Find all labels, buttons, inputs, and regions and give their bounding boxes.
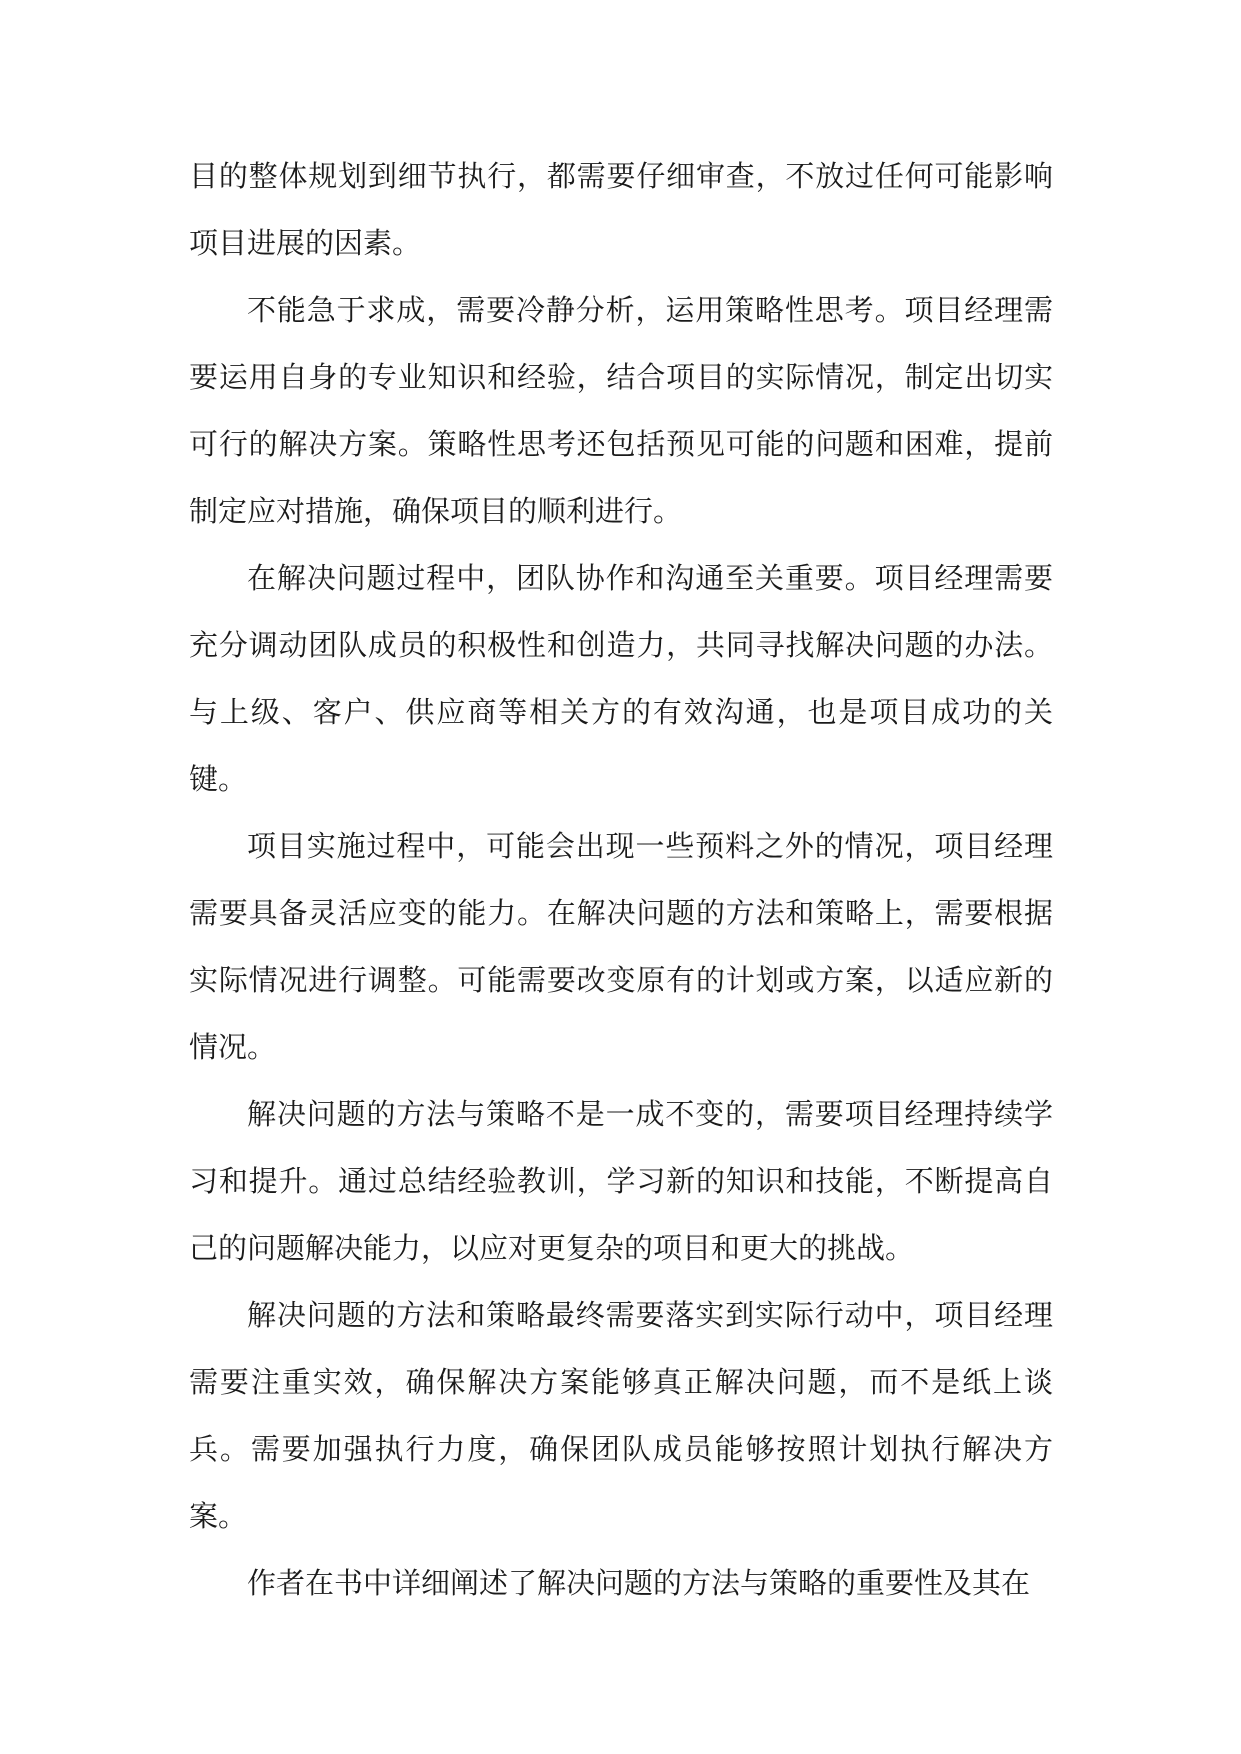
- paragraph-2: 不能急于求成，需要冷静分析，运用策略性思考。项目经理需要运用自身的专业知识和经验，结合项目的实际情况，制定出切实可行的解决方案。策略性思考还包括预见可能的问题和困难，提前制定应对措施，确保项目的顺利进行。: [189, 293, 1053, 528]
- paragraph-1: 目的整体规划到细节执行，都需要仔细审查，不放过任何可能影响项目进展的因素。: [189, 159, 1053, 260]
- paragraph-6: 解决问题的方法和策略最终需要落实到实际行动中，项目经理需要注重实效，确保解决方案能够真正解决问题，而不是纸上谈兵。需要加强执行力度，确保团队成员能够按照计划执行解决方案。: [189, 1298, 1053, 1533]
- document-body: [189, 143, 1053, 1617]
- paragraph-7: 作者在书中详细阐述了解决问题的方法与策略的重要性及其在: [247, 1566, 1031, 1600]
- paragraph-4: 项目实施过程中，可能会出现一些预料之外的情况，项目经理需要具备灵活应变的能力。在解决问题的方法和策略上，需要根据实际情况进行调整。可能需要改变原有的计划或方案，以适应新的情况。: [189, 829, 1053, 1064]
- paragraph-5: 解决问题的方法与策略不是一成不变的，需要项目经理持续学习和提升。通过总结经验教训，学习新的知识和技能，不断提高自己的问题解决能力，以应对更复杂的项目和更大的挑战。: [189, 1097, 1053, 1265]
- paragraph-3: 在解决问题过程中，团队协作和沟通至关重要。项目经理需要充分调动团队成员的积极性和创造力，共同寻找解决问题的办法。与上级、客户、供应商等相关方的有效沟通，也是项目成功的关键。: [189, 561, 1053, 796]
